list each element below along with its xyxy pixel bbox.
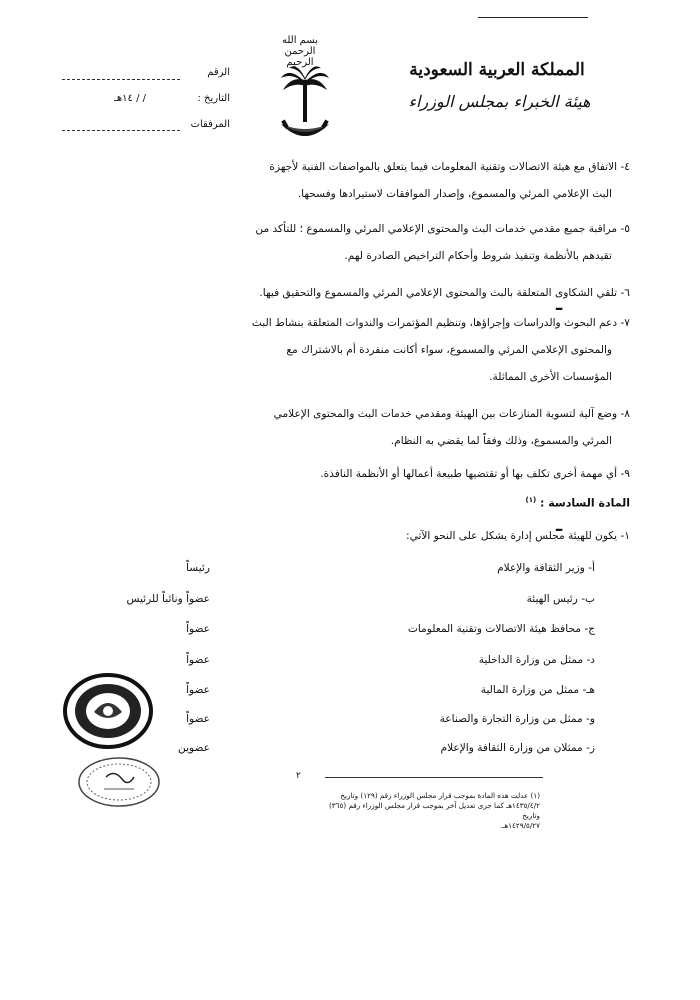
org-name-line2: هيئة الخبراء بمجلس الوزراء: [408, 92, 591, 111]
ref-label: الرقم: [207, 67, 230, 78]
basmala: بسم الله الرحمن الرحيم: [281, 35, 319, 68]
board-intro: ١- يكون للهيئة مجلس إدارة يشكل على النحو الآتي:: [406, 530, 630, 542]
article-heading-text: المادة السادسة :: [540, 496, 630, 510]
item-8-line1: ٨- وضع آلية لتسوية المنازعات بين الهيئة ومقدمي خدمات البث والمحتوى الإعلامي: [273, 408, 630, 420]
board-member-c: ج- محافظ هيئة الاتصالات وتقنية المعلومات: [407, 623, 595, 635]
item-4-line2: البث الإعلامي المرئي والمسموع، وإصدار الموافقات لاستيرادها وفسحها.: [297, 188, 612, 200]
board-role-a: رئيساً: [186, 562, 210, 574]
date-value: / / ١٤هـ: [113, 93, 147, 104]
attachments-label: المرفقات: [190, 119, 230, 130]
top-rule: [478, 17, 588, 18]
board-member-g: ز- ممثلان من وزارة الثقافة والإعلام: [440, 742, 595, 754]
board-role-c: عضواً: [186, 623, 210, 635]
board-role-g: عضوين: [178, 742, 210, 754]
item-4-line1: ٤- الاتفاق مع هيئة الاتصالات وتقنية المعلومات فيما يتعلق بالمواصفات الفنية لأجهزة: [269, 161, 630, 173]
board-member-a: أ- وزير الثقافة والإعلام: [497, 562, 595, 574]
article-footnote-ref: (١): [525, 496, 537, 504]
palm-and-swords-emblem-icon: [279, 62, 331, 146]
footnote-line1: (١) عدلت هذه المادة بموجب قرار مجلس الوزراء رقم (١٢٩) وتاريخ: [340, 791, 540, 800]
footnote: [310, 791, 540, 831]
board-member-f: و- ممثل من وزارة التجارة والصناعة: [439, 713, 595, 725]
board-member-b: ب- رئيس الهيئة: [526, 593, 595, 605]
margin-mark-1: ـ: [556, 294, 563, 315]
item-5-line1: ٥- مراقبة جميع مقدمي خدمات البث والمحتوى الإعلامي المرئي والمسموع ؛ للتأكد من: [255, 223, 630, 235]
item-7-line3: المؤسسات الأخرى المماثلة.: [489, 371, 612, 383]
margin-mark-2: ـ: [556, 515, 563, 536]
ref-field-line: [62, 79, 180, 80]
item-7-line1: ٧- دعم البحوث والدراسات وإجراؤها، وتنظيم المؤتمرات والندوات المتعلقة بنشاط البث: [251, 317, 630, 329]
board-role-e: عضواً: [186, 684, 210, 696]
footnote-line2: ١٤٣٥/٤/٢هـ كما جرى تعديل آخر بموجب قرار مجلس الوزراء رقم (٣٦٥) وتاريخ: [328, 801, 540, 820]
board-member-d: د- ممثل من وزارة الداخلية: [478, 654, 595, 666]
item-7-line2: والمحتوى الإعلامي المرئي والمسموع، سواء أكانت منفردة أم بالاشتراك مع: [286, 344, 612, 356]
item-5: [70, 221, 630, 264]
item-9-line1: ٩- أي مهمة أخرى تكلف بها أو تقتضيها طبيعة أعمالها أو الأنظمة النافذة.: [320, 468, 630, 480]
org-name-line1: المملكة العربية السعودية: [409, 60, 585, 80]
article-heading: [526, 496, 631, 510]
item-6-line1: ٦- تلقي الشكاوى المتعلقة بالبث والمحتوى الإعلامي المرئي والمسموع والتحقيق فيها.: [259, 287, 630, 299]
item-7: [70, 315, 630, 385]
oval-seal-icon: [76, 755, 162, 810]
footnote-rule: [325, 777, 543, 778]
page-number: ٢: [296, 771, 301, 781]
board-member-e: هـ- ممثل من وزارة المالية: [480, 684, 595, 696]
date-label: التاريخ :: [197, 93, 230, 104]
item-5-line2: تقيدهم بالأنظمة وتنفيذ شروط وأحكام التراخيص الصادرة لهم.: [344, 250, 612, 262]
item-4: [70, 159, 630, 202]
board-role-b: عضواً ونائباً للرئيس: [126, 593, 210, 605]
item-6: [70, 285, 630, 301]
footnote-line3: ١٤٢٩/٥/٢٧هـ.: [499, 821, 540, 830]
board-role-d: عضواً: [186, 654, 210, 666]
item-8: [70, 406, 630, 449]
item-9: [70, 466, 630, 482]
circular-stamp-icon: [62, 672, 154, 750]
board-role-f: عضواً: [186, 713, 210, 725]
attachments-field-line: [62, 130, 180, 131]
item-8-line2: المرئي والمسموع، وذلك وفقاً لما يقضي به النظام.: [390, 435, 612, 447]
